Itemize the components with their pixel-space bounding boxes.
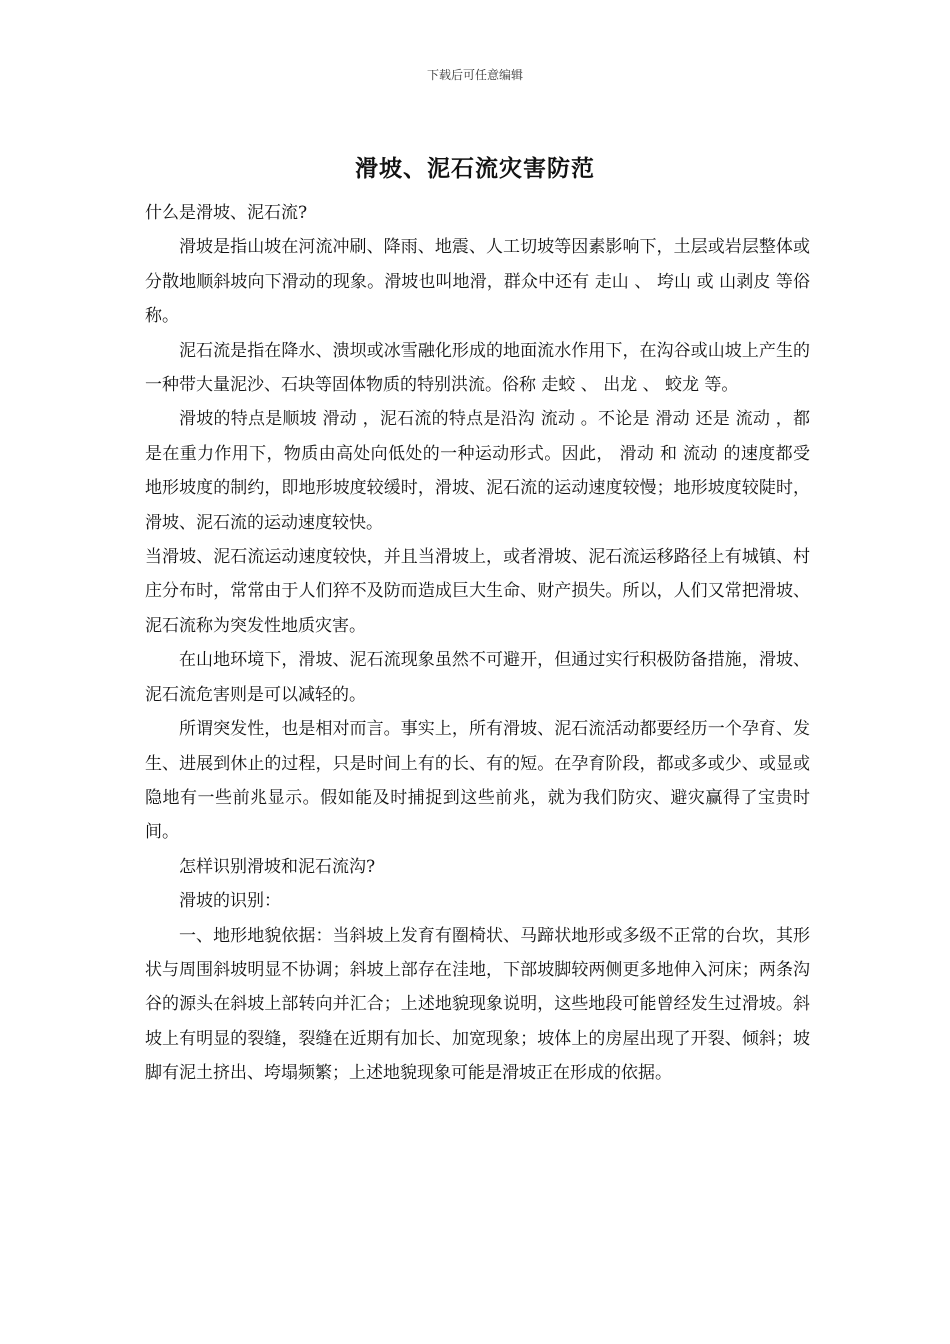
paragraph-characteristics: 滑坡的特点是顺坡 滑动 ，泥石流的特点是沿沟 流动 。不论是 滑动 还是 流动 ，都是在重力作用下，物质由高处向低处的一种运动形式。因此， 滑动 和 流动 的速度都受地形坡度的制约，即地形坡度较缓时，滑坡、泥石流的运动速度较慢；地形坡度较陡时，滑坡、泥石流的运动速度较快。	[145, 409, 810, 533]
paragraph-landslide-identification: 滑坡的识别：	[179, 891, 281, 912]
paragraph-precursors: 所谓突发性，也是相对而言。事实上，所有滑坡、泥石流活动都要经历一个孕育、发生、进展到休止的过程，只是时间上有的长、有的短。在孕育阶段，都或多或少、或显或隐地有一些前兆显示。假如能及时捕捉到这些前兆，就为我们防灾、避灾赢得了宝贵时间。	[145, 719, 810, 843]
paragraph-mitigation: 在山地环境下，滑坡、泥石流现象虽然不可避开，但通过实行积极防备措施，滑坡、泥石流危害则是可以减轻的。	[145, 650, 810, 705]
page-header-note: 下载后可任意编辑	[426, 68, 523, 82]
paragraph-debris-flow-definition: 泥石流是指在降水、溃坝或冰雪融化形成的地面流水作用下，在沟谷或山坡上产生的一种带大量泥沙、石块等固体物质的特别洪流。俗称 走蛟 、 出龙 、 蛟龙 等。	[145, 340, 810, 396]
document-title: 滑坡、泥石流灾害防范	[355, 155, 595, 182]
paragraph-sudden-disaster: 当滑坡、泥石流运动速度较快，并且当滑坡上，或者滑坡、泥石流运移路径上有城镇、村庄分布时，常常由于人们猝不及防而造成巨大生命、财产损失。所以，人们又常把滑坡、泥石流称为突发性地质灾害。	[145, 547, 810, 636]
document-body	[145, 196, 810, 1091]
paragraph-how-to-identify: 怎样识别滑坡和泥石流沟?	[179, 856, 376, 877]
paragraph-terrain-evidence: 一、地形地貌依据：当斜坡上发育有圈椅状、马蹄状地形或多级不正常的台坎，其形状与周围斜坡明显不协调；斜坡上部存在洼地，下部坡脚较两侧更多地伸入河床；两条沟谷的源头在斜坡上部转向并汇合；上述地貌现象说明，这些地段可能曾经发生过滑坡。斜坡上有明显的裂缝，裂缝在近期有加长、加宽现象；坡体上的房屋出现了开裂、倾斜；坡脚有泥土挤出、垮塌频繁；上述地貌现象可能是滑坡正在形成的依据。	[145, 925, 810, 1084]
paragraph-question: 什么是滑坡、泥石流?	[145, 203, 308, 223]
paragraph-landslide-definition: 滑坡是指山坡在河流冲刷、降雨、地震、人工切坡等因素影响下，土层或岩层整体或分散地顺斜坡向下滑动的现象。滑坡也叫地滑，群众中还有 走山 、 垮山 或 山剥皮 等俗称。	[145, 237, 810, 327]
